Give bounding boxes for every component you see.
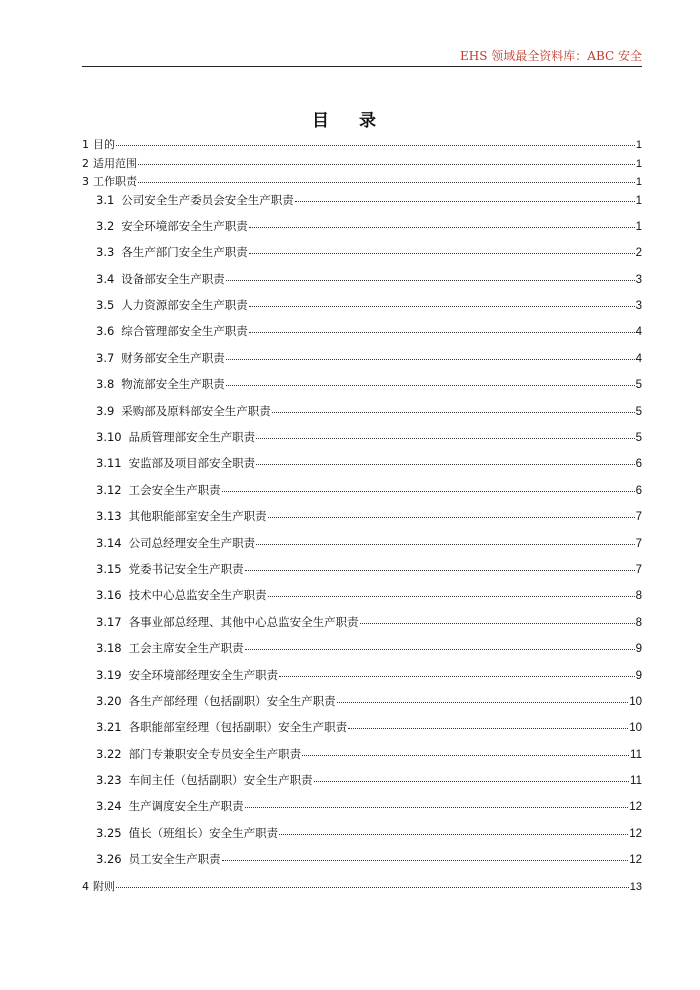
toc-entry-number: 3.13	[96, 509, 122, 524]
toc-entry-number: 3.17	[96, 614, 122, 629]
toc-entry-page: 7	[635, 563, 642, 576]
toc-entry-number: 3.19	[96, 667, 122, 682]
toc-entry-title: 值长（班组长）安全生产职责	[128, 825, 279, 840]
toc-entry[interactable]	[82, 192, 642, 218]
toc-entry-number: 3.11	[96, 456, 122, 471]
toc-entry-number: 3.26	[96, 852, 122, 867]
toc-leader-dots	[245, 807, 629, 808]
toc-entry[interactable]	[82, 693, 642, 719]
toc-entry-page: 10	[629, 722, 642, 735]
toc-entry-page: 6	[635, 458, 642, 471]
toc-entry-title: 安全环境部经理安全生产职责	[128, 667, 279, 682]
toc-entry[interactable]	[82, 587, 642, 613]
toc-entry[interactable]	[82, 376, 642, 402]
toc-entry-page: 1	[635, 139, 642, 151]
toc-entry-page: 6	[635, 484, 642, 497]
toc-entry[interactable]	[82, 136, 642, 155]
toc-leader-dots	[249, 253, 635, 254]
toc-entry-number: 3.20	[96, 693, 122, 708]
toc-entry-title: 公司安全生产委员会安全生产职责	[121, 192, 294, 207]
toc-entry-page: 1	[635, 220, 642, 233]
toc-entry[interactable]	[82, 825, 642, 851]
toc-entry-title: 财务部安全生产职责	[121, 350, 225, 365]
toc-leader-dots	[226, 359, 635, 360]
toc-entry[interactable]	[82, 851, 642, 877]
toc-entry-number: 3.22	[96, 746, 122, 761]
toc-entry-title: 物流部安全生产职责	[121, 377, 225, 392]
toc-leader-dots	[272, 412, 635, 413]
toc-entry-title: 目的	[93, 138, 115, 151]
toc-entry-number: 1	[82, 138, 89, 151]
toc-entry[interactable]	[82, 455, 642, 481]
toc-entry[interactable]	[82, 640, 642, 666]
toc-leader-dots	[256, 464, 634, 465]
toc-entry-page: 1	[635, 157, 642, 170]
toc-entry-page: 8	[635, 616, 642, 629]
toc-leader-dots	[222, 860, 629, 861]
table-of-contents	[82, 136, 642, 896]
toc-title: 目 录	[312, 111, 388, 131]
toc-entry-page: 1	[635, 176, 642, 188]
toc-entry-title: 附则	[93, 879, 115, 893]
toc-entry-number: 3.18	[96, 641, 122, 656]
toc-entry-title: 车间主任（包括副职）安全生产职责	[128, 773, 313, 788]
page-header: EHS 领域最全资料库：ABC 安全	[460, 49, 642, 63]
toc-leader-dots	[245, 649, 635, 650]
toc-leader-dots	[256, 438, 634, 439]
toc-entry-page: 12	[629, 801, 642, 814]
toc-leader-dots	[302, 755, 629, 756]
toc-entry-title: 各职能部室经理（包括副职）安全生产职责	[128, 720, 348, 735]
toc-entry-number: 3.5	[96, 298, 115, 313]
toc-leader-dots	[295, 201, 635, 202]
toc-entry-title: 技术中心总监安全生产职责	[128, 588, 267, 603]
toc-entry[interactable]	[82, 218, 642, 244]
toc-entry[interactable]	[82, 323, 642, 349]
toc-leader-dots	[226, 280, 635, 281]
toc-entry-page: 9	[635, 669, 642, 682]
toc-entry-number: 3.10	[96, 430, 122, 445]
toc-entry-number: 3.25	[96, 825, 122, 840]
toc-entry[interactable]	[82, 561, 642, 587]
toc-entry-page: 8	[635, 590, 642, 603]
toc-entry-page: 3	[635, 273, 642, 286]
toc-entry-title: 部门专兼职安全专员安全生产职责	[128, 746, 302, 761]
toc-entry-number: 4	[82, 879, 89, 893]
toc-leader-dots	[279, 676, 634, 677]
toc-entry-page: 12	[629, 854, 642, 867]
toc-entry-number: 3.14	[96, 535, 122, 550]
toc-entry-page: 1	[635, 194, 642, 207]
toc-entry[interactable]	[82, 482, 642, 508]
toc-entry-number: 3.3	[96, 245, 115, 260]
toc-entry[interactable]	[82, 297, 642, 323]
toc-entry-page: 10	[629, 695, 642, 708]
toc-entry-number: 2	[82, 156, 89, 170]
toc-entry[interactable]	[82, 614, 642, 640]
toc-entry[interactable]	[82, 746, 642, 772]
toc-entry-number: 3.15	[96, 561, 122, 576]
toc-entry-title: 适用范围	[93, 156, 137, 170]
toc-entry-title: 综合管理部安全生产职责	[121, 324, 248, 339]
toc-entry-page: 9	[635, 643, 642, 656]
toc-entry-number: 3.23	[96, 773, 122, 788]
toc-leader-dots	[138, 182, 635, 183]
toc-entry-page: 3	[635, 300, 642, 313]
toc-entry-number: 3.2	[96, 218, 115, 233]
toc-leader-dots	[116, 887, 629, 888]
toc-entry-number: 3.21	[96, 720, 122, 735]
toc-leader-dots	[279, 834, 628, 835]
toc-leader-dots	[138, 164, 635, 165]
toc-leader-dots	[222, 491, 635, 492]
toc-entry-title: 采购部及原料部安全生产职责	[121, 403, 271, 418]
toc-entry[interactable]	[82, 403, 642, 429]
toc-entry-title: 安全环境部安全生产职责	[121, 218, 248, 233]
toc-entry-title: 工作职责	[93, 175, 137, 188]
toc-entry-number: 3.6	[96, 324, 115, 339]
toc-entry-page: 4	[635, 352, 642, 365]
toc-leader-dots	[348, 728, 628, 729]
header-rule	[82, 66, 642, 67]
toc-entry[interactable]	[82, 429, 642, 455]
toc-entry[interactable]	[82, 508, 642, 534]
toc-entry-title: 各生产部门安全生产职责	[121, 245, 248, 260]
toc-entry-number: 3	[82, 175, 89, 188]
toc-entry-number: 3.9	[96, 403, 115, 418]
toc-entry-page: 4	[635, 326, 642, 339]
toc-leader-dots	[314, 781, 629, 782]
toc-entry-title: 各事业部总经理、其他中心总监安全生产职责	[128, 614, 359, 629]
toc-entry[interactable]	[82, 878, 642, 897]
toc-entry-page: 5	[635, 432, 642, 445]
toc-entry[interactable]	[82, 535, 642, 561]
toc-entry-title: 各生产部经理（包括副职）安全生产职责	[128, 693, 336, 708]
toc-entry-page: 7	[635, 537, 642, 550]
toc-entry-page: 7	[635, 511, 642, 524]
toc-leader-dots	[256, 544, 634, 545]
toc-entry-number: 3.24	[96, 799, 122, 814]
toc-entry-title: 品质管理部安全生产职责	[128, 430, 256, 445]
toc-entry-title: 人力资源部安全生产职责	[121, 298, 248, 313]
toc-entry-page: 2	[635, 247, 642, 260]
toc-entry-title: 党委书记安全生产职责	[128, 561, 244, 576]
toc-entry[interactable]	[82, 173, 642, 192]
toc-leader-dots	[268, 596, 635, 597]
toc-leader-dots	[249, 332, 635, 333]
toc-leader-dots	[268, 517, 635, 518]
toc-entry-title: 其他职能部室安全生产职责	[128, 509, 267, 524]
toc-leader-dots	[249, 306, 635, 307]
toc-entry-page: 11	[630, 775, 642, 788]
toc-entry-number: 3.8	[96, 377, 115, 392]
toc-entry-page: 5	[635, 405, 642, 418]
toc-leader-dots	[337, 702, 629, 703]
toc-entry-number: 3.12	[96, 482, 122, 497]
toc-leader-dots	[249, 227, 635, 228]
toc-entry[interactable]	[82, 350, 642, 376]
toc-entry-number: 3.16	[96, 588, 122, 603]
toc-entry-page: 12	[629, 827, 642, 840]
toc-entry-title: 员工安全生产职责	[128, 852, 221, 867]
toc-entry-page: 5	[635, 379, 642, 392]
toc-leader-dots	[226, 385, 635, 386]
toc-entry[interactable]	[82, 271, 642, 297]
toc-leader-dots	[360, 623, 635, 624]
toc-entry-page: 13	[629, 880, 642, 893]
toc-entry-number: 3.1	[96, 192, 115, 207]
toc-entry[interactable]	[82, 719, 642, 745]
toc-entry-title: 工会安全生产职责	[128, 482, 221, 497]
toc-entry-title: 设备部安全生产职责	[121, 271, 225, 286]
toc-entry-title: 公司总经理安全生产职责	[128, 535, 256, 550]
toc-entry[interactable]	[82, 667, 642, 693]
toc-entry[interactable]	[82, 155, 642, 174]
toc-entry[interactable]	[82, 798, 642, 824]
toc-leader-dots	[116, 145, 635, 146]
toc-entry-page: 11	[630, 748, 642, 761]
toc-entry-number: 3.4	[96, 271, 115, 286]
toc-entry-title: 生产调度安全生产职责	[128, 799, 244, 814]
toc-entry[interactable]	[82, 244, 642, 270]
toc-leader-dots	[245, 570, 635, 571]
toc-entry-number: 3.7	[96, 350, 115, 365]
toc-entry-title: 工会主席安全生产职责	[128, 641, 244, 656]
toc-entry-title: 安监部及项目部安全职责	[128, 456, 256, 471]
toc-entry[interactable]	[82, 772, 642, 798]
